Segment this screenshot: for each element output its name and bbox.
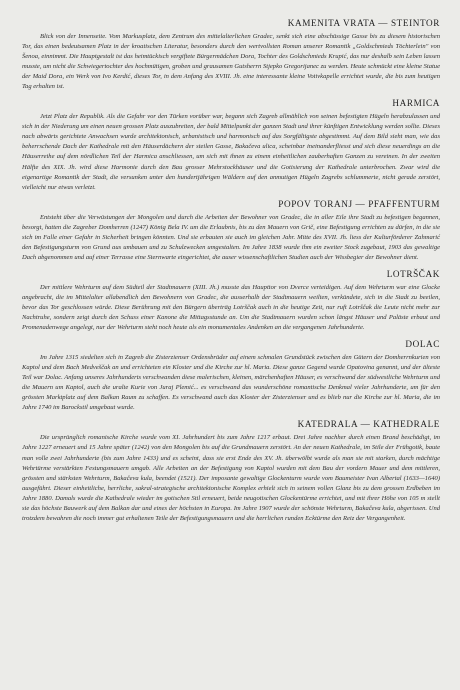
section-katedrala — [22, 419, 440, 523]
section-heading: POPOV TORANJ — PFAFFENTURM — [278, 198, 440, 209]
section-dolac — [22, 339, 440, 413]
section-heading: HARMICA — [392, 98, 440, 109]
section-harmica — [22, 98, 440, 192]
section-body: Jetzt Platz der Republik. Als die Gefahr vor den Türken vorüber war, begann sich Zagreb allmählich von seinen befestigten Hügeln herabzulassen und sich in der Niederung um einen neuen grossen Platz auszubreiten, der bald Mittelpunkt der ganzen Stadt und ihrer künftigen Entwicklung werden sollte. Dieses nach abwärts gerichtete Anwachsen wurde architektonisch, urbanistisch und harmonisch auf das Sorgfältigste abgestimmt. Auf dem Bild sieht man, wie das beherrschende Dach der Kathedrale mit den Häuserdächern der steilen Gasse, Bakačeva ulica, scheinbar ineinanderfliesst und sich diese neuerdings an die Häuserreihe auf dem nördlichen Teil der Harmica anschliessen, um sich mit ihnen zu einem einheitlichen zauberhaften Ganzen zu vereinen. In der zweiten Hälfte des XIX. Jh. wird diese Harmonie durch den Bau grosser Mehrstockhäuser und die Gotisierung der Kathedrale unterbrochen. Zwar wird die eigenartige Romantik der Stadt, die versunken unter den hundertjährigen Wäldern auf den anmutigen Hügeln Zagrebs schlummerte, nicht gerade zerstört, vielleicht nur etwas verletzt. — [22, 113, 440, 191]
section-lotrscak — [22, 269, 440, 333]
section-heading: LOTRŠČAK — [386, 268, 440, 279]
section-body: Entsteht über die Verwüstungen der Mongolen und durch die Arbeiten der Bewohner von Gradec, die in aller Eile ihre Stadt zu befestigen begannen, besorgt, hatten die Zagreber Domherren (1247) König Bela IV. um die Erlaubnis, bis zu den Mauern von Grič, eine Befestigung errichten zu dürfen, in die sie sich im Falle einer Gefahr in Sicherheit bringen könnten. Und sie erbauten sie auch im gleichen Jahr. Mitte des XVII. Jh. liess der Kulturförderer Zahmarić den Befestigungsturm von Grund aus umbauen und zu Schulzwecken umgestalten. Im Jahre 1838 wurde ihm ein zweiter Stock zugebaut, 1903 das gewaltige Dach abgenommen und auf einer Terrasse eine Sternwarte eingerichtet, die auser wissenschaftlichen Studien auch der Wissbegier der Bewohner dient. — [22, 213, 440, 261]
section-heading: KATEDRALA — KATHEDRALE — [297, 419, 440, 430]
section-popov-toranj — [22, 199, 440, 263]
section-body: Die ursprünglich romanische Kirche wurde vom XI. Jahrhundert bis zum Jahre 1217 erbaut. Drei Jahre nachher durch einen Brand beschädigt, im Jahre 1227 erneuert und 15 Jahre später (1242) von den Mongolen bis auf die Grundmauern zerstört. An der neuen Kathedrale, im Stile der Frühgotik, baute man volle zwei Jahrhunderte (bis zum Jahre 1433) und es scheint, dass sie erst Ende des XV. Jh. überwölbt wurde als man sie mit starken, durch mächtige Wehrtürme verstärkten Festungsmauern umgab. Alle Arbeiten an der Befestigung von Kaptol wurden mit dem Bau der vordern Mauer und dem mittleren, grössten und stärksten Wehrturm, Bakačeva kula, beendet (1521). Der imposante gewaltige Glockenturm wurde vom Baumeister Ivan Albertal (1633—1640) ausgeführt. Dieser einheitliche, herrliche, sakral-strategische architektonische Komplex erhielt sich in seinem vollen Glanz bis zu dem grossen Erdbeben im Jahre 1880. Damals wurde die Kathedrale wieder im gotischen Stil erneuert, beide neugotischen Glockentürme errichtet, und mit ihrer Höhe von 105 m stellt sie das höchste Bauwerk auf dem Balkan dar und eines der höchsten in Europa. Im Jahre 1907 wurde der schönste Wehrturm, Bakačeva kula, abgerissen. Und trotzdem bewahren die noch immer gut erhaltenen Teile der Befestigungsmauern und die herrlichen runden Ecktürme den Reiz der Vergangenheit. — [22, 434, 440, 522]
section-body: Im Jahre 1315 siedelten sich in Zagreb die Zisterzienser Ordensbrüder auf einem schmalen Grundstück zwischen den Gütern der Domherrnkurien von Kaptol und dem Bach Medveščak an und errichteten ein Kloster und die Kirche zur hl. Maria. Diese ganze Gegend wurde Opatovina genannt, und der älteste Teil war Dolac. Anfang unseres Jahrhunderts verschwanden diese malerischen, kleinen, märchenhaften Häuser, es verschwand der südwestliche Wehrturm und die Mauern um Kaptol, auch die uralte Kurie von Juraj Plemić... es verschwand das wunderschöne romantische Denkmal vieler Jahrhunderte, um für den grössten Marktplatz auf dem Balkan Raum zu schaffen. Es verschwand auch das Kloster der Zisterzienser und es blieb nur die Kirche zur hl. Maria, die im Jahre 1740 im Barockstil umgebaut wurde. — [22, 354, 440, 412]
section-heading: DOLAC — [405, 339, 440, 350]
section-kamenita-vrata — [22, 18, 440, 92]
section-body: Der mittlere Wehrturm auf dem Südteil der Stadtmauern (XIII. Jh.) musste das Haupttor von Dverce verteidigen. Auf dem Wehrturm war eine Glocke angebracht, die im Mittelalter allabendlich den Bewohnern von Gradec, die ausserhalb der Stadtmauern weilten, verkündete, sich in die Stadt zu beeilen, bevor das Tor geschlossen würde. Diese Berührung mit den Bürgern überträg Lotrščak auch in die heutige Zeit, nur ruft Lotrščak die Leute nicht mehr zur Nachtruhe, sondern zeigt durch den Schuss einer Kanone die Mittagsstunde an. Um die Stadtmauern wurden schon längst Häuser und Paläste erbaut und Promenadenwege angelegt, nur der Wehrturm steht noch heute als ein monumentales Andenken an die vergangenen Jahrhunderte. — [22, 283, 440, 332]
section-heading: KAMENITA VRATA — STEINTOR — [287, 18, 440, 28]
section-body: Blick von der Innenseite. Vom Markusplatz, dem Zentrum des mittelalterlichen Gradec, senkt sich eine abschüssige Gasse bis zu diesem historischen Tor, das einen bedeutsamen Platz in der kroatischen Literatur, besonders durch den wertvollsten Roman unserer Romantik „Goldschmieds Töchterlein" von Šenoa, einnimmt. Die Hauptgestalt ist das heimtückisch vergiftete Bürgermädchen Dora, Tochter des Goldschmieds Krupić, das nur deshalb sein Leben lassen musste, um nicht die Schwiegertochter des hochmütigen, groben und grausamen Gutsherrn Stjepko Gregorijanec zu werden. Heute schmückt eine kleine Statue der Maid Dora, ein Werk von Ivo Kerdić, dieses Tor, in dem Anfang des XVIII. Jh. eine interessante kleine Votivkapelle errichtet wurde, die bis zum heutigen Tag erhalten ist. — [22, 33, 440, 91]
